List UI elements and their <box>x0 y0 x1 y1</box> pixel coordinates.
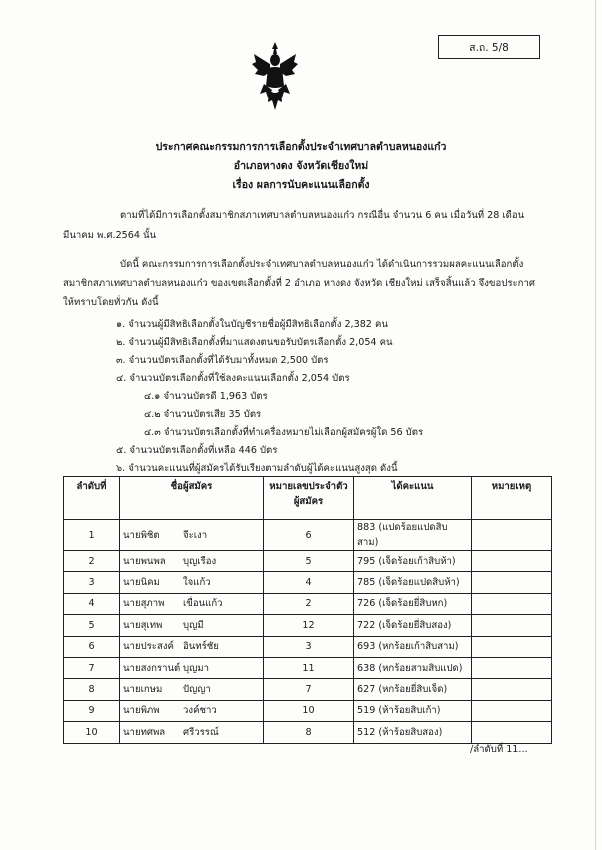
cell-remark <box>472 679 552 700</box>
cell-rank: 10 <box>64 722 120 743</box>
table-row <box>64 636 552 657</box>
paragraph-1-line-1: ตามที่ได้มีการเลือกตั้งสมาชิกสภาเทศบาลตำบลหนองแก๋ว กรณีอื่น จำนวน 6 คน เมื่อวันที่ 28 เดือน <box>120 210 525 221</box>
candidate-first-name: นายประสงค์ <box>123 641 174 653</box>
cell-rank: 2 <box>64 551 120 572</box>
candidate-first-name: นายทศพล <box>123 726 166 738</box>
table-row <box>64 593 552 614</box>
cell-rank: 9 <box>64 700 120 721</box>
candidate-last-name: บุญมา <box>183 662 209 674</box>
table-row <box>64 700 552 721</box>
cell-remark <box>472 520 552 551</box>
paragraph-2-line-2: สมาชิกสภาเทศบาลตำบลหนองแก๋ว ของเขตเลือกตั้งที่ 2 อำเภอ หางดง จังหวัด เชียงใหม่ เสร็จสิ้นแล้ว จึงขอประกาศ <box>63 278 535 289</box>
header-score: ได้คะแนน <box>354 477 472 520</box>
cell-candidate-number: 2 <box>264 593 354 614</box>
cell-candidate-name <box>120 657 264 678</box>
cell-score: 726 (เจ็ดร้อยยี่สิบหก) <box>354 593 472 614</box>
table-row <box>64 657 552 678</box>
paragraph-2-line-3: ให้ทราบโดยทั่วกัน ดังนี้ <box>63 297 159 308</box>
page-edge <box>595 0 596 850</box>
cell-rank: 1 <box>64 520 120 551</box>
cell-remark <box>472 551 552 572</box>
cell-score: 693 (หกร้อยเก้าสิบสาม) <box>354 636 472 657</box>
garuda-emblem-icon <box>252 40 298 114</box>
header-remark: หมายเหตุ <box>472 477 552 520</box>
cell-rank: 7 <box>64 657 120 678</box>
cell-candidate-name <box>120 551 264 572</box>
paragraph-2-line-1: บัดนี้ คณะกรรมการการเลือกตั้งประจำเทศบาลตำบลหนองแก๋ว ได้ดำเนินการรวมผลคะแนนเลือกตั้ง <box>120 259 524 270</box>
cell-score: 627 (หกร้อยยี่สิบเจ็ด) <box>354 679 472 700</box>
cell-remark <box>472 593 552 614</box>
results-table <box>63 476 552 744</box>
candidate-last-name: ใจแก้ว <box>183 577 211 589</box>
paragraph-1-line-2: มีนาคม พ.ศ.2564 นั้น <box>63 230 157 241</box>
candidate-last-name: เขื่อนแก้ว <box>183 598 223 610</box>
cell-score: 638 (หกร้อยสามสิบแปด) <box>354 657 472 678</box>
count-item-5: ๕. จำนวนบัตรเลือกตั้งที่เหลือ 446 บัตร <box>116 445 278 456</box>
header-candidate-number: หมายเลขประจำตัว ผู้สมัคร <box>264 477 354 520</box>
table-row <box>64 572 552 593</box>
cell-candidate-name <box>120 700 264 721</box>
cell-candidate-number: 11 <box>264 657 354 678</box>
cell-score: 795 (เจ็ดร้อยเก้าสิบห้า) <box>354 551 472 572</box>
announcement-subject: เรื่อง ผลการนับคะแนนเลือกตั้ง <box>232 179 370 191</box>
cell-remark <box>472 572 552 593</box>
cell-score: 722 (เจ็ดร้อยยี่สิบสอง) <box>354 615 472 636</box>
count-item-4-3: ๔.๓ จำนวนบัตรเลือกตั้งที่ทำเครื่องหมายไม่เลือกผู้สมัครผู้ใด 56 บัตร <box>144 427 424 438</box>
cell-rank: 6 <box>64 636 120 657</box>
cell-candidate-name <box>120 615 264 636</box>
candidate-first-name: นายสุภาพ <box>123 598 165 610</box>
candidate-last-name: บุญมี <box>183 619 204 631</box>
candidate-first-name: นายนิคม <box>123 577 160 589</box>
cell-remark <box>472 636 552 657</box>
cell-candidate-name <box>120 520 264 551</box>
candidate-last-name: บุญเรือง <box>183 555 217 567</box>
candidate-last-name: ปัญญา <box>183 684 211 696</box>
cell-remark <box>472 722 552 743</box>
candidate-first-name: นายพนพล <box>123 555 166 567</box>
cell-candidate-number: 7 <box>264 679 354 700</box>
announcement-district: อำเภอหางดง จังหวัดเชียงใหม่ <box>233 160 369 172</box>
cell-candidate-name <box>120 636 264 657</box>
cell-candidate-number: 6 <box>264 520 354 551</box>
cell-candidate-number: 4 <box>264 572 354 593</box>
table-row <box>64 520 552 551</box>
table-header-row <box>64 477 552 520</box>
table-row <box>64 615 552 636</box>
cell-remark <box>472 700 552 721</box>
cell-score: 519 (ห้าร้อยสิบเก้า) <box>354 700 472 721</box>
announcement-title: ประกาศคณะกรรมการการเลือกตั้งประจำเทศบาลตำบลหนองแก๋ว <box>155 141 447 153</box>
cell-score: 512 (ห้าร้อยสิบสอง) <box>354 722 472 743</box>
count-item-4: ๔. จำนวนบัตรเลือกตั้งที่ใช้ลงคะแนนเลือกตั้ง 2,054 บัตร <box>116 373 350 384</box>
cell-candidate-number: 10 <box>264 700 354 721</box>
cell-rank: 3 <box>64 572 120 593</box>
header-rank: ลำดับที่ <box>64 477 120 520</box>
cell-candidate-number: 5 <box>264 551 354 572</box>
table-row <box>64 551 552 572</box>
candidate-first-name: นายเกษม <box>123 684 163 696</box>
candidate-last-name: ศรีวรรณ์ <box>183 726 219 738</box>
cell-candidate-name <box>120 722 264 743</box>
table-row <box>64 679 552 700</box>
cell-score: 785 (เจ็ดร้อยแปดสิบห้า) <box>354 572 472 593</box>
table-row <box>64 722 552 743</box>
cell-score: 883 (แปดร้อยแปดสิบสาม) <box>354 520 472 551</box>
count-item-1: ๑. จำนวนผู้มีสิทธิเลือกตั้งในบัญชีรายชื่อผู้มีสิทธิเลือกตั้ง 2,382 คน <box>116 319 388 330</box>
cell-candidate-number: 12 <box>264 615 354 636</box>
cell-candidate-number: 8 <box>264 722 354 743</box>
cell-candidate-name <box>120 593 264 614</box>
continuation-note: /ลำดับที่ 11... <box>470 744 528 755</box>
candidate-first-name: นายพิภพ <box>123 705 160 717</box>
candidate-last-name: จีะเงา <box>183 529 208 541</box>
cell-rank: 8 <box>64 679 120 700</box>
candidate-last-name: วงค์ชาว <box>183 705 217 717</box>
candidate-first-name: นายพิชิต <box>123 529 160 541</box>
cell-candidate-number: 3 <box>264 636 354 657</box>
candidate-first-name: นายสุเทพ <box>123 619 163 631</box>
cell-candidate-name <box>120 572 264 593</box>
candidate-last-name: อินทร์ชัย <box>183 641 219 653</box>
count-item-4-2: ๔.๒ จำนวนบัตรเสีย 35 บัตร <box>144 409 262 420</box>
count-item-3: ๓. จำนวนบัตรเลือกตั้งที่ได้รับมาทั้งหมด 2,500 บัตร <box>116 355 329 366</box>
cell-rank: 5 <box>64 615 120 636</box>
count-item-2: ๒. จำนวนผู้มีสิทธิเลือกตั้งที่มาแสดงตนขอรับบัตรเลือกตั้ง 2,054 คน <box>116 337 393 348</box>
cell-rank: 4 <box>64 593 120 614</box>
header-candidate-name: ชื่อผู้สมัคร <box>120 477 264 520</box>
cell-candidate-name <box>120 679 264 700</box>
count-item-4-1: ๔.๑ จำนวนบัตรดี 1,963 บัตร <box>144 391 268 402</box>
cell-remark <box>472 657 552 678</box>
candidate-first-name: นายสงกรานต์ <box>123 662 181 674</box>
cell-remark <box>472 615 552 636</box>
count-item-6: ๖. จำนวนคะแนนที่ผู้สมัครได้รับเรียงตามลำดับผู้ได้คะแนนสูงสุด ดังนี้ <box>116 463 398 474</box>
form-code-box: ส.ถ. 5/8 <box>438 35 540 59</box>
